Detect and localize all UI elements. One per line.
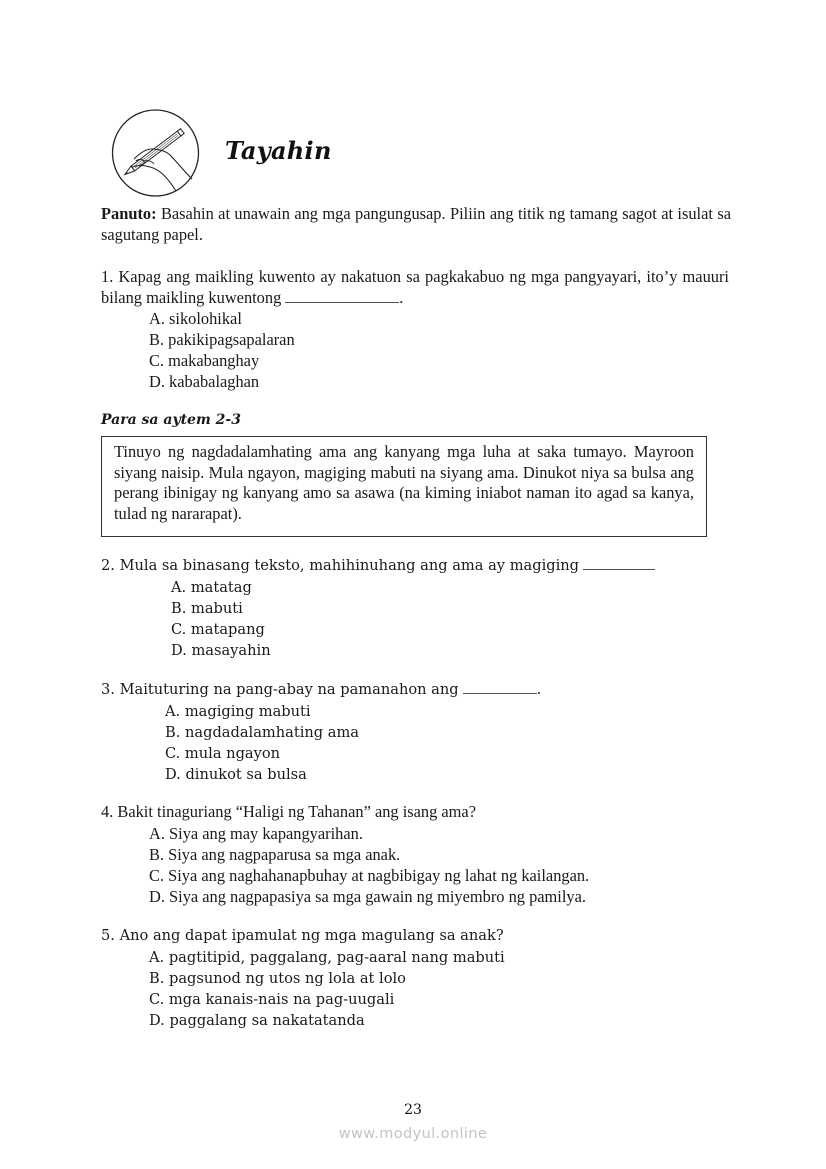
choice-list (101, 577, 741, 661)
choice-a: A. Siya ang may kapangyarihan. (149, 823, 363, 843)
question-stem (101, 555, 741, 577)
directions-text: Basahin at unawain ang mga pangungusap. Piliin ang titik ng tamang sagot at isulat sa sagutang papel. (101, 204, 731, 244)
question-5 (101, 926, 741, 1031)
choice-list (101, 947, 741, 1031)
choice-b: B. pakikipagsapalaran (149, 330, 295, 349)
writing-hand-pencil-icon (110, 109, 202, 197)
question-4 (101, 802, 741, 907)
choice-b: B. nagdadalamhating ama (165, 723, 359, 741)
directions (101, 203, 731, 245)
question-text: Ano ang dapat ipamulat ng mga magulang sa anak? (119, 927, 504, 944)
answer-blank (583, 555, 655, 570)
question-1 (101, 266, 729, 392)
question-text: Bakit tinaguriang “Haligi ng Tahanan” ang isang ama? (117, 802, 476, 821)
question-2 (101, 555, 741, 661)
question-3 (101, 679, 741, 785)
question-number: 4. (101, 802, 114, 821)
directions-label: Panuto: (101, 204, 157, 223)
choice-d: D. masayahin (171, 641, 271, 659)
question-stem (101, 802, 741, 823)
choice-c: C. Siya ang naghahanapbuhay at nagbibigay ng lahat ng kailangan. (149, 865, 590, 885)
choice-d: D. kababalaghan (149, 372, 260, 391)
question-text: Kapag ang maikling kuwento ay nakatuon sa pagkakabuo ng mga pangyayari, ito’y mauuri bilang maikling kuwentong (101, 267, 729, 307)
choice-d: D. dinukot sa bulsa (165, 765, 307, 783)
question-text-end: . (536, 681, 542, 698)
question-stem (101, 266, 729, 308)
answer-blank (463, 679, 537, 694)
question-number: 2. (101, 557, 115, 574)
choice-a: A. matatag (171, 578, 252, 596)
section-title: Tayahin (225, 136, 332, 165)
question-text: Maituturing na pang-abay na pamanahon ang (119, 681, 459, 698)
question-number: 5. (101, 927, 115, 944)
choice-list (101, 823, 741, 907)
question-stem (101, 926, 741, 947)
choice-c: C. mula ngayon (165, 744, 281, 762)
passage-text: Tinuyo ng nagdadalamhating ama ang kanyang mga luha at saka tumayo. Mayroon siyang naisip. Mula ngayon, magiging mabuti na siyang ama. Dinukot niya sa bulsa ang perang ibinigay ng kanyang amo sa asawa (na kiming iniabot naman ito agad sa kanya, tulad ng nararapat). (114, 442, 694, 523)
choice-list (101, 308, 729, 392)
choice-b: B. pagsunod ng utos ng lola at lolo (149, 969, 406, 987)
choice-b: B. Siya ang nagpaparusa sa mga anak. (149, 844, 401, 864)
choice-b: B. mabuti (171, 599, 243, 617)
passage-box (101, 436, 707, 537)
choice-a: A. sikolohikal (149, 309, 242, 328)
watermark-link[interactable]: www.modyul.online (338, 1126, 488, 1142)
question-number: 1. (101, 267, 114, 286)
question-number: 3. (101, 681, 115, 698)
question-text: Mula sa binasang teksto, mahihinuhang ang ama ay magiging (119, 557, 579, 574)
choice-c: C. matapang (171, 620, 265, 638)
choice-a: A. magiging mabuti (165, 702, 311, 720)
choice-d: D. paggalang sa nakatatanda (149, 1011, 365, 1029)
passage-label: Para sa aytem 2-3 (101, 412, 241, 428)
answer-blank (285, 288, 399, 303)
choice-a: A. pagtitipid, paggalang, pag-aaral nang mabuti (149, 948, 505, 966)
page-number: 23 (404, 1102, 422, 1118)
choice-d: D. Siya ang nagpapasiya sa mga gawain ng miyembro ng pamilya. (149, 886, 586, 906)
choice-c: C. mga kanais-nais na pag-uugali (149, 990, 395, 1008)
question-stem (101, 679, 741, 701)
choice-list (101, 701, 741, 785)
question-text-end: . (399, 288, 404, 307)
choice-c: C. makabanghay (149, 351, 260, 370)
